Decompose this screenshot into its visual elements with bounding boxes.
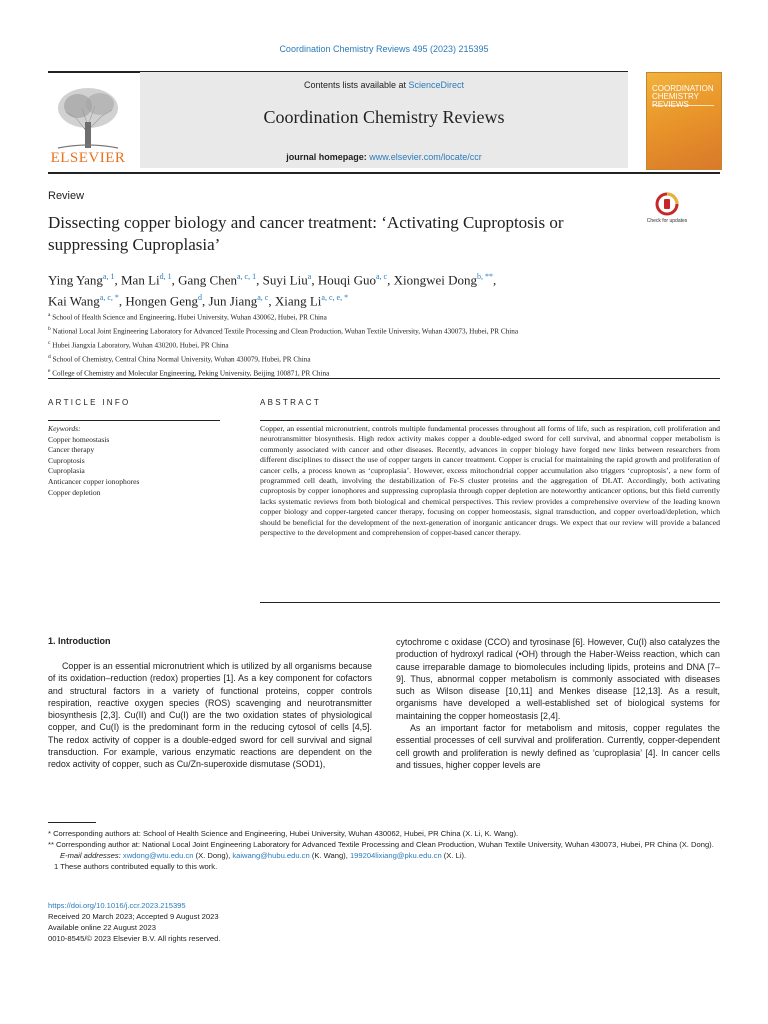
abstract-rule: [260, 420, 720, 421]
email-link-dong[interactable]: xwdong@wtu.edu.cn: [122, 851, 194, 860]
footnotes: [48, 828, 720, 872]
footnote-corresponding-2: ** Corresponding author at: National Local Joint Engineering Laboratory for Advanced Textile Processing and Clean Production, Wuhan Textile University, Wuhan 430073, Hubei, PR China (X. Dong).: [48, 840, 714, 849]
check-updates-label: Check for updates: [646, 218, 688, 224]
affiliation-text: Hubei Jiangxia Laboratory, Wuhan 430200, Hubei, PR China: [50, 341, 229, 350]
article-info-heading: ARTICLE INFO: [48, 398, 131, 407]
author-affiliation-marker[interactable]: a, c: [257, 293, 269, 303]
homepage-label: journal homepage:: [286, 152, 370, 162]
affiliation-key: b: [48, 325, 51, 332]
author-name[interactable]: Hongen Geng: [125, 293, 198, 309]
author-name[interactable]: Ying Yang: [48, 272, 103, 288]
author-list: Ying Yang$^{a, 1}$, Man Li$^{d, 1}$, Gang Chen$^{a, c, 1}$, Suyi Liu$^a$, Houqi Guo$^{a, c}$, Xiongwei Dong$^{b, **}$, Kai Wang$^{a, c, *}$, Hongen Geng$^d$, Jun Jiang$^{a, c}$, Xiang $Li^{a, c, e, *}$: [48, 272, 497, 309]
affiliation-item: [48, 310, 728, 324]
footnote-emails: [48, 850, 720, 861]
journal-homepage-link[interactable]: www.elsevier.com/locate/ccr: [369, 152, 482, 162]
journal-homepage-line: [140, 152, 628, 162]
author-name[interactable]: Jun Jiang: [208, 293, 258, 309]
contents-available-line: [140, 80, 628, 90]
keywords-block: [48, 424, 228, 498]
abstract-bottom-rule: [260, 602, 720, 603]
author-affiliation-marker[interactable]: a, c, *: [99, 293, 119, 303]
intro-paragraph-2: cytochrome c oxidase (CCO) and tyrosinase [6]. However, Cu(I) also catalyzes the production of hydroxyl radical (•OH) through the Haber-Weiss reaction, which can cause irreparable damage to biomolecules including lipids, proteins and DNA [7–9]. Thus, abnormal copper metabolism is commonly associated with diseases such as Wilson disease [10,11] and Menkes disease [12,13]. As a result, organisms have developed a well-established set of biological systems for maintaining the copper homeostasis [2,4].: [396, 637, 720, 721]
sciencedirect-link[interactable]: ScienceDirect: [408, 80, 465, 90]
author-name[interactable]: Kai Wang: [48, 293, 100, 309]
keyword-item: Anticancer copper ionophores: [48, 476, 140, 486]
header-bottom-rule: [48, 172, 720, 174]
keyword-list: [48, 435, 228, 499]
email-link-wang[interactable]: kaiwang@hubu.edu.cn: [232, 851, 310, 860]
publisher-name: ELSEVIER: [50, 150, 126, 166]
author-name[interactable]: Man Li: [120, 272, 160, 288]
author-affiliation-marker[interactable]: a, 1: [102, 272, 115, 281]
affiliation-key: e: [48, 367, 51, 374]
received-dates: Received 20 March 2023; Accepted 9 August 2023: [48, 912, 219, 921]
journal-citation-link[interactable]: Coordination Chemistry Reviews 495 (2023) 215395: [279, 44, 489, 54]
frontmatter-rule: [48, 378, 720, 379]
section-heading-introduction: 1. Introduction: [48, 636, 111, 646]
journal-cover-thumbnail[interactable]: [646, 72, 722, 170]
footnote-equal-contribution: 1 These authors contributed equally to this work.: [54, 862, 218, 871]
available-online-date: Available online 22 August 2023: [48, 923, 156, 932]
intro-paragraph-3: As an important factor for metabolism and mitosis, copper regulates the essential processes of cell survival and proliferation. Currently, copper-dependent cell growth and proliferation is newly defined as ‘cuproplasia’ [4]. In cancer cells and tissues, higher copper levels are: [396, 723, 720, 770]
keyword-item: Copper depletion: [48, 487, 101, 497]
keyword-item: Cancer therapy: [48, 445, 95, 455]
author-affiliation-marker[interactable]: a, c: [375, 272, 388, 281]
author-affiliation-marker[interactable]: d, 1: [159, 272, 172, 281]
keywords-label: Keywords:: [48, 424, 81, 433]
email-label: E-mail addresses:: [60, 851, 123, 860]
keyword-item: Cuproptosis: [48, 455, 85, 465]
keyword-item: Copper homeostasis: [48, 434, 110, 444]
email-owner-wang: (K. Wang),: [309, 851, 350, 860]
author-affiliation-marker[interactable]: d: [197, 293, 202, 303]
cover-title: COORDINATION CHEMISTRY: [652, 84, 714, 101]
intro-column-left: [48, 660, 372, 771]
contents-prefix: Contents lists available at: [303, 80, 409, 90]
author-name[interactable]: Xiang Li: [274, 293, 322, 309]
cover-divider: [652, 105, 714, 106]
doi-link[interactable]: https://doi.org/10.1016/j.ccr.2023.215395: [48, 901, 186, 910]
author-name[interactable]: Suyi Liu: [262, 272, 308, 288]
article-type: Review: [48, 190, 85, 202]
affiliation-key: d: [48, 353, 51, 360]
affiliation-item: [48, 352, 728, 366]
affiliation-item: [48, 338, 728, 352]
intro-column-right: [396, 636, 720, 771]
check-for-updates-icon[interactable]: [646, 192, 688, 230]
abstract-text: Copper, an essential micronutrient, controls multiple fundamental processes throughout all forms of life, such as respiration, cell proliferation and neurotransmitter biosynthesis. High redox activity makes copper a double-edged sword for cell survival, and abnormal copper metabolism is commonly associated with cancer and other diseases. Recently, advances in copper biology have forged new links between researchers from different disciplines to dissect the use of copper targets in cancer treatment. Copper is crucial for maintaining the rapid growth and proliferation of cancer cells, a process known as ‘cuproplasia’. However, excess mitochondrial copper accumulation also triggers ‘cuproptosis’, a new form of programmed cell death, involving the destabilization of Fe-S cluster proteins and the aggregation of DLAT. Accordingly, both activating cuproptosis by copper ionophores and suppressing cuproplasia through copper depletion are noteworthy anticancer options, but this field currently lacks systematic reviews from both biological and chemical perspectives. This review provides a comprehensive overview of the leading known copper biology and copper-targeted cancer therapy, focusing on copper homeostasis, signal transduction, and copper overload/depletion, which should be beneficial for the development of the next-generation of inorganic anticancer drugs. We expect that our review will provide a balanced perspective to the development and comprehension of copper-based cancer therapy.: [260, 424, 720, 538]
affiliation-text: National Local Joint Engineering Laboratory for Advanced Textile Processing and Clean Production, Wuhan Textile University, Wuhan 430073, Hubei, PR China: [50, 327, 519, 336]
article-title: Dissecting copper biology and cancer treatment: ‘Activating Cuproptosis or suppressing Cuproplasia’: [48, 213, 564, 254]
intro-paragraph-1: Copper is an essential micronutrient which is utilized by all organisms because of its oxidation–reduction (redox) properties [1]. As a key component for cofactors and structural factors in a variety of functional proteins, copper controls respiration, reactive oxygen species (ROS) scavenging and neurotransmitter biosynthesis [2,3]. Cu(II) and Cu(I) are the two oxidation states of physiological copper, and Cu(I) is the predominant form in the reducing cytosol of cells [4,5]. The redox activity of copper is a double-edged sword for cell survival and signal transduction. For example, various enzymatic reactions are dependent on the redox activity of copper, such as Cu/Zn-superoxide dismutase (SOD1),: [48, 661, 372, 770]
author-affiliation-marker[interactable]: b, **: [476, 272, 493, 281]
affiliation-text: College of Chemistry and Molecular Engineering, Peking University, Beijing 100871, PR China: [50, 368, 330, 377]
affiliation-text: School of Health Science and Engineering, Hubei University, Wuhan 430062, Hubei, PR China: [50, 313, 327, 322]
affiliation-key: a: [48, 312, 51, 318]
affiliation-item: [48, 324, 728, 338]
author-affiliation-marker[interactable]: a, c, e, *: [321, 293, 349, 303]
email-link-li[interactable]: 199204lixiang@pku.edu.cn: [349, 851, 442, 860]
email-owner-li: (X. Li).: [441, 851, 467, 860]
email-owner-dong: (X. Dong),: [193, 851, 233, 860]
publication-info: [48, 900, 548, 944]
journal-title: Coordination Chemistry Reviews: [263, 107, 505, 127]
footnote-corresponding-1: * Corresponding authors at: School of Health Science and Engineering, Hubei University, Wuhan 430062, Hubei, PR China (X. Li, K. Wang).: [48, 829, 519, 838]
author-affiliation-marker[interactable]: a, c, 1: [236, 272, 257, 281]
abstract-heading: ABSTRACT: [260, 398, 322, 407]
author-name[interactable]: Gang Chen: [178, 272, 237, 288]
affiliation-list: [48, 310, 728, 379]
footnote-rule: [48, 822, 96, 823]
affiliation-key: c: [48, 339, 51, 346]
affiliation-text: School of Chemistry, Central China Normal University, Wuhan 430079, Hubei, PR China: [50, 355, 311, 364]
author-name[interactable]: Houqi Guo: [317, 272, 376, 288]
author-name[interactable]: Xiongwei Dong: [393, 272, 477, 288]
keyword-item: Cuproplasia: [48, 466, 85, 476]
author-affiliation-marker[interactable]: a: [307, 272, 312, 281]
article-info-rule: [48, 420, 220, 421]
copyright-line: 0010-8545/© 2023 Elsevier B.V. All rights reserved.: [48, 934, 221, 943]
